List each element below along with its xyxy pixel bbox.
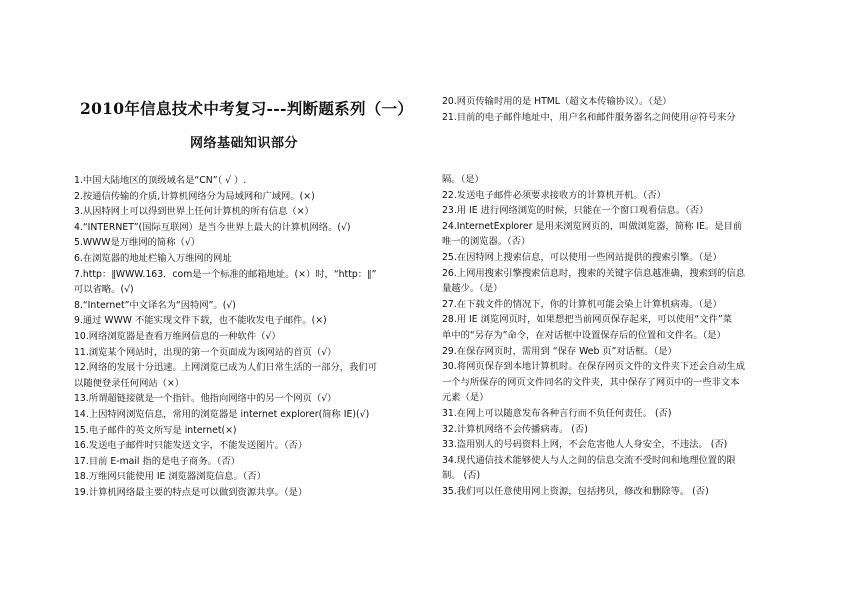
text-line: 可以省略。(√) (74, 284, 134, 296)
text-line: 21.目前的电子邮件地址中，用户名和邮件服务器名之间使用＠符号来分 (442, 111, 736, 123)
text-line: 12.网络的发展十分迅速。上网浏览已成为人们日常生活的一部分，我们可 (74, 362, 377, 374)
document-subtitle: 网络基础知识部分 (190, 136, 299, 151)
text-line: 9.通过 WWW 不能实现文件下载，也不能收发电子邮件。(×) (74, 315, 327, 327)
text-line: 31.在网上可以随意发布各种言行而不负任何责任。 (否) (442, 407, 672, 419)
text-line: 10.网络浏览器是查看万维网信息的一种软件（√） (74, 330, 281, 342)
text-line: 19.计算机网络最主要的特点是可以做到资源共享。（是） (74, 486, 308, 498)
text-line: 元素（是） (442, 392, 489, 404)
text-line: 单中的“另存为”命令，在对话框中设置保存后的位置和文件名。（是） (442, 329, 726, 341)
text-line: 23.用 IE 进行网络浏览的时候，只能在一个窗口观看信息。（否） (442, 205, 709, 217)
text-line: 量越少。（是） (442, 283, 503, 295)
text-line: 22.发送电子邮件必须要求接收方的计算机开机。（否） (442, 189, 666, 201)
text-line: 25.在因特网上搜索信息，可以使用一些网站提供的搜索引擎。（是） (442, 251, 722, 263)
text-line: 14.上因特网浏览信息，常用的浏览器是 internet explorer(简称 IE)(√) (74, 408, 370, 420)
document-title: 2010年信息技术中考复习---判断题系列（一） (80, 99, 414, 118)
text-line: 5.WWW是万维网的简称（√） (74, 237, 201, 249)
text-line: 18.万维网只能使用 IE 浏览器浏览信息。（否） (74, 471, 267, 483)
text-line: 11.浏览某个网站时，出现的第一个页面成为该网站的首页（√） (74, 346, 337, 358)
text-line: 30.将网页保存到本地计算机时。在保存网页文件的文件夹下还会自动生成 (442, 361, 745, 373)
text-line: 唯一的浏览器。（否） (442, 236, 531, 248)
text-line: 以随便登录任何网站（×） (74, 377, 185, 389)
text-line: 15.电子邮件的英文所写是 internet(×) (74, 424, 237, 436)
text-line: 33.盗用别人的号码资料上网，不会危害他人人身安全，不违法。 (否) (442, 439, 728, 451)
text-line: 28.用 IE 浏览网页时，如果想把当前网页保存起来，可以使用“文件”菜 (442, 314, 732, 326)
text-line: 6.在浏览器的地址栏输入万维网的网址 (74, 252, 232, 264)
text-line: 3.从因特网上可以得到世界上任何计算机的所有信息（×） (74, 206, 314, 218)
right-column (442, 172, 797, 499)
text-line: 8.“Internet”中文译名为“因特网”。(√) (74, 299, 236, 311)
text-line: 4.“INTERNET”(国际互联网）是当今世界上最大的计算机网络。(√) (74, 221, 351, 233)
text-line: 制。 (否) (442, 470, 481, 482)
text-line: 29.在保存网页时，需用到 “保存 Web 页”对话框。（是） (442, 345, 677, 357)
text-line: 7.http：∥WWW.163．com是一个标准的邮箱地址。(×）时，“http：∥” (74, 268, 377, 280)
text-line: 32.计算机网络不会传播病毒。 (否) (442, 423, 588, 435)
right-column-top (442, 94, 792, 125)
text-line: 2.按通信传输的介质,计算机网络分为局域网和广域网。(×) (74, 190, 315, 202)
text-line: 一个与所保存的网页文件同名的文件夹，其中保存了网页中的一些非文本 (442, 376, 740, 388)
text-line: 16.发送电子邮件时只能发送文字，不能发送图片。（否） (74, 440, 308, 452)
text-line: 隔。（是） (442, 174, 484, 185)
text-line: 26.上网用搜索引擎搜索信息时，搜索的关键字信息越准确，搜索到的信息 (442, 267, 745, 279)
text-line: 13.所谓超链接就是一个指针。他指向网络中的另一个网页（√） (74, 393, 337, 405)
text-line: 24.InternetExplorer 是用来浏览网页的，叫做浏览器，简称 IE。是目前 (442, 220, 743, 232)
text-line: 17.目前 E-mail 指的是电子商务。（否） (74, 455, 241, 467)
text-line: 1.中国大陆地区的顶级域名是“CN”（ √ ）. (74, 175, 247, 186)
text-line: 20.网页传输时用的是 HTML（超文本传输协议）。（是） (442, 96, 672, 107)
left-column (74, 173, 436, 500)
text-line: 35.我们可以任意使用网上资源，包括拷贝，修改和删除等。 (否) (442, 485, 709, 497)
text-line: 34.现代通信技术能够使人与人之间的信息交流不受时间和地理位置的限 (442, 454, 736, 466)
text-line: 27.在下载文件的情况下，你的计算机可能会染上计算机病毒。（是） (442, 298, 722, 310)
